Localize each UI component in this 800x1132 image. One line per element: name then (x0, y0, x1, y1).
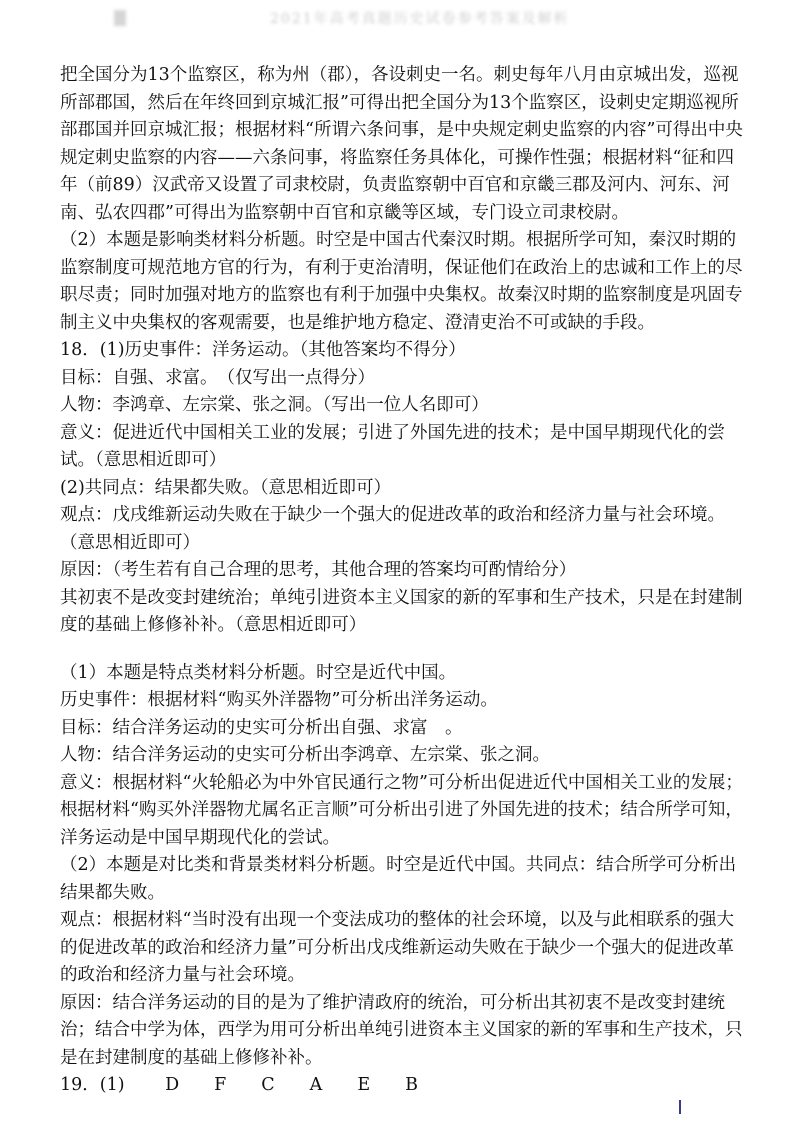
q19-answers: 19．(1) D F C A E B (60, 1075, 418, 1095)
q18-reason: 其初衷不是改变封建统治；单纯引进资本主义国家的新的军事和生产技术，只是在封建制度的基础上修修补补。（意思相近即可） (60, 587, 743, 635)
analysis-significance: 意义：根据材料“火轮船必为中外官民通行之物”可分析出促进近代中国相关工业的发展；根据材料“购买外洋器物尤属名正言顺”可分析出引进了外国先进的技术；结合所学可知，洋务运动是中国早期现代化的尝试。 (60, 772, 743, 848)
paragraph-supervision-details: 把全国分为13个监察区，称为州（郡），各设刺史一名。刺史每年八月由京城出发，巡视所部郡国，然后在年终回到京城汇报”可得出把全国分为13个监察区，设刺史定期巡视所部郡国并回京城汇报；根据材料“所谓六条问事，是中央规定刺史监察的内容”可得出中央规定刺史监察的内容——六条问事，将监察任务具体化，可操作性强；根据材料“征和四年（前89）汉武帝又设置了司隶校尉，负责监察朝中百官和京畿三郡及河内、河东、河南、弘农四郡”可得出为监察朝中百官和京畿等区域，专门设立司隶校尉。 (60, 65, 743, 223)
analysis-people: 人物：结合洋务运动的史实可分析出李鸿章、左宗棠、张之洞。 (60, 745, 550, 765)
q18-viewpoint: 观点：戊戌维新运动失败在于缺少一个强大的促进改革的政治和经济力量与社会环境。（意思相近即可） (60, 505, 725, 553)
analysis-event: 历史事件：根据材料“购买外洋器物”可分析出洋务运动。 (60, 690, 498, 710)
section-gap (60, 640, 750, 660)
answer-content (60, 62, 750, 1100)
page-header (0, 0, 800, 40)
analysis-goal: 目标：结合洋务运动的史实可分析出自强、求富 。 (60, 717, 463, 738)
paragraph-impact-analysis: （2）本题是影响类材料分析题。时空是中国古代秦汉时期。根据所学可知，秦汉时期的监察制度可规范地方官的行为，有利于吏治清明，保证他们在政治上的忠诚和工作上的尽职尽责；同时加强对地方的监察也有利于加强中央集权。故秦汉时期的监察制度是巩固专制主义中央集权的客观需要，也是维护地方稳定、澄清吏治不可或缺的手段。 (60, 230, 743, 333)
q18-common-point: (2)共同点：结果都失败。（意思相近即可） (60, 477, 392, 498)
q18-goal: 目标：自强、求富。 （仅写出一点得分） (60, 367, 375, 388)
q18-event: 18．(1)历史事件：洋务运动。（其他答案均不得分） (60, 340, 466, 360)
q18-significance: 意义：促进近代中国相关工业的发展；引进了外国先进的技术；是中国早期现代化的尝试。（意思相近即可） (60, 422, 725, 470)
analysis-viewpoint: 观点：根据材料“当时没有出现一个变法成功的整体的社会环境，以及与此相联系的强大的促进改革的政治和经济力量”可分析出戊戌维新运动失败在于缺少一个强大的促进改革的政治和经济力量与社会环境。 (60, 910, 734, 985)
analysis-reason: 原因：结合洋务运动的目的是为了维护清政府的统治，可分析出其初衷不是改变封建统治；结合中学为体，西学为用可分析出单纯引进资本主义国家的新的军事和生产技术，只是在封建制度的基础上修修补补。 (60, 992, 743, 1068)
header-title: 2021年高考真题历史试卷参考答案及解析 (270, 11, 570, 27)
header-mark (114, 10, 126, 26)
q18-reason-note: 原因：（考生若有自己合理的思考，其他合理的答案均可酌情给分） (60, 560, 577, 580)
page-edge-mark (679, 1100, 681, 1114)
q18-people: 人物：李鸿章、左宗棠、张之洞。（写出一位人名即可） (60, 395, 489, 415)
analysis-part1-intro: （1）本题是特点类材料分析题。时空是近代中国。 (60, 662, 457, 683)
analysis-part2-intro: （2）本题是对比类和背景类材料分析题。时空是近代中国。共同点：结合所学可分析出结果都失败。 (60, 855, 737, 903)
